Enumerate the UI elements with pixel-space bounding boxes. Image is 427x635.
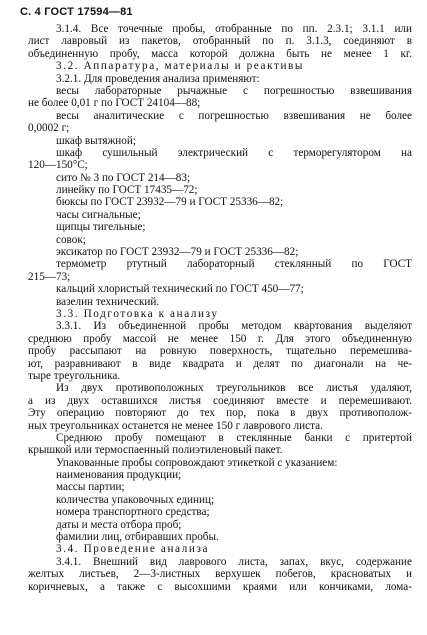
text-line: Из двух противоположных треугольников все листья удаляют,: [56, 382, 412, 395]
list-item: сито № 3 по ГОСТ 214—83;: [56, 171, 191, 184]
text-line: а из двух оставшихся листья соединяют вместе и перемешивают.: [28, 394, 412, 407]
list-item: шкаф вытяжной;: [56, 134, 136, 147]
text-line: не более 0,01 г по ГОСТ 24104—88;: [28, 97, 201, 110]
section-heading: 3.4. Проведение анализа: [56, 543, 210, 556]
list-item: термометр ртутный лабораторный стеклянный по ГОСТ: [56, 258, 412, 271]
list-item: фамилии лиц, отбиравших пробы.: [56, 531, 219, 544]
text-line: тыре треугольника.: [28, 369, 121, 382]
section-heading: 3.2. Аппаратура, материалы и реактивы: [56, 60, 305, 73]
text-line: ных треугольниках останется не менее 150 г лаврового листа.: [28, 419, 323, 432]
text-line: 3.1.4. Все точечные пробы, отобранные по пп. 2.3.1; 3.1.1 или: [56, 23, 412, 35]
text-line: 3.4.1. Внешний вид лаврового листа, запах, вкус, содержание: [56, 555, 412, 568]
text-line: пробу рассыпают на ровную поверхность, тщательно перемешива-: [28, 345, 412, 358]
text-line: 0,0002 г;: [28, 122, 70, 135]
text-line: желтых листьев, 2—3-листных верхушек побегов, красноватых и: [28, 568, 412, 581]
text-line: 3.2.1. Для проведения анализа применяют:: [56, 72, 260, 85]
list-item: кальций хлористый технический по ГОСТ 450—77;: [56, 283, 304, 296]
text-line: Упакованные пробы сопровождают этикеткой с указанием:: [56, 456, 338, 469]
page-header: С. 4 ГОСТ 17594—81: [20, 6, 133, 18]
text-line: 3.3.1. Из объединенной пробы методом квартования выделяют: [56, 320, 412, 333]
list-item: совок;: [56, 233, 86, 246]
document-body: [28, 23, 412, 593]
text-line: лист лавровый из пакетов, отобранный по п. 3.1.3, соединяют в: [28, 35, 412, 48]
list-item: весы аналитические с погрешностью взвешивания не более: [56, 109, 412, 122]
list-item: даты и места отбора проб;: [56, 518, 182, 531]
text-line: крышкой или термоспаенный полиэтиленовый пакет.: [28, 444, 283, 457]
list-item: количества упаковочных единиц;: [56, 493, 215, 506]
list-item: бюксы по ГОСТ 23932—79 и ГОСТ 25336—82;: [56, 196, 284, 209]
list-item: линейку по ГОСТ 17435—72;: [56, 184, 198, 197]
text-line: Среднюю пробу помещают в стеклянные банки с притертой: [56, 431, 412, 444]
text-line: 215—73;: [28, 270, 71, 283]
list-item: наименования продукции;: [56, 469, 182, 482]
text-line: 120—150°С;: [28, 159, 88, 172]
list-item: часы сигнальные;: [56, 208, 141, 221]
list-item: вазелин технический.: [56, 295, 160, 308]
list-item: массы партии;: [56, 481, 125, 494]
list-item: номера транспортного средства;: [56, 506, 210, 519]
list-item: шкаф сушильный электрический с терморегулятором на: [56, 146, 412, 159]
text-line: объединенную пробу, масса которой должна быть не менее 1 кг.: [28, 47, 412, 60]
list-item: щипцы тигельные;: [56, 221, 146, 234]
list-item: весы лабораторные рычажные с погрешностью взвешивания: [56, 84, 412, 97]
text-line: коричневых, а также с высохшими краями или кончиками, лома-: [28, 580, 412, 593]
text-line: Эту операцию повторяют до тех пор, пока в двух противополож-: [28, 407, 412, 420]
text-line: ют, разравнивают в виде квадрата и делят по диагонали на че-: [28, 357, 412, 370]
text-line: среднюю пробу массой не менее 150 г. Для этого объединенную: [28, 332, 412, 345]
section-heading: 3.3. Подготовка к анализу: [56, 307, 219, 320]
list-item: эксикатор по ГОСТ 23932—79 и ГОСТ 25336—82;: [56, 246, 299, 259]
